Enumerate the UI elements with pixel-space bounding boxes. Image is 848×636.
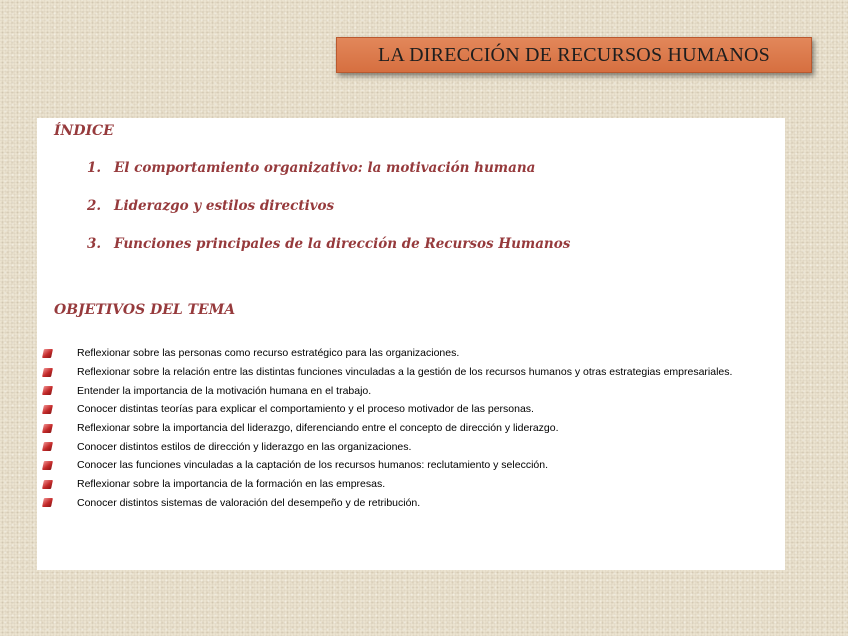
objective-text: Reflexionar sobre la importancia del liderazgo, diferenciando entre el concepto de dirección y liderazgo.	[77, 422, 559, 435]
list-item	[43, 363, 732, 382]
list-item	[43, 437, 732, 456]
objectives-heading: OBJETIVOS DEL TEMA	[54, 302, 236, 318]
objective-text: Conocer las funciones vinculadas a la captación de los recursos humanos: reclutamiento y selección.	[77, 459, 549, 472]
red-arrow-bullet-icon	[42, 368, 53, 377]
red-arrow-bullet-icon	[42, 498, 53, 507]
red-arrow-bullet-icon	[42, 461, 53, 470]
red-arrow-bullet-icon	[42, 349, 53, 358]
slide-title: LA DIRECCIÓN DE RECURSOS HUMANOS	[378, 43, 770, 66]
index-item-number: 1.	[87, 160, 102, 176]
red-arrow-bullet-icon	[42, 480, 53, 489]
red-arrow-bullet-icon	[42, 424, 53, 433]
index-item-number: 3.	[87, 236, 102, 252]
list-item	[43, 456, 732, 475]
index-item-text: Funciones principales de la dirección de Recursos Humanos	[114, 236, 571, 252]
red-arrow-bullet-icon	[42, 442, 53, 451]
index-heading: ÍNDICE	[54, 123, 114, 139]
objective-text: Conocer distintas teorías para explicar el comportamiento y el proceso motivador de las personas.	[77, 403, 534, 416]
list-item	[43, 475, 732, 494]
index-item-3	[87, 236, 570, 274]
red-arrow-bullet-icon	[42, 386, 53, 395]
list-item	[43, 344, 732, 363]
list-item	[43, 400, 732, 419]
title-banner	[336, 37, 812, 73]
objective-text: Entender la importancia de la motivación humana en el trabajo.	[77, 384, 372, 397]
list-item	[43, 494, 732, 513]
index-item-text: Liderazgo y estilos directivos	[114, 198, 335, 214]
list-item	[43, 381, 732, 400]
index-list	[87, 160, 570, 274]
objective-text: Conocer distintos estilos de dirección y liderazgo en las organizaciones.	[77, 440, 412, 453]
objective-text: Reflexionar sobre la relación entre las distintas funciones vinculadas a la gestión de los recursos humanos y otras estrategias empresariales.	[77, 366, 733, 379]
index-item-number: 2.	[87, 198, 102, 214]
objectives-list	[43, 344, 732, 512]
content-panel	[37, 118, 785, 570]
objective-text: Reflexionar sobre la importancia de la formación en las empresas.	[77, 478, 386, 491]
red-arrow-bullet-icon	[42, 405, 53, 414]
objective-text: Reflexionar sobre las personas como recurso estratégico para las organizaciones.	[77, 347, 460, 360]
index-item-2	[87, 198, 570, 236]
list-item	[43, 419, 732, 438]
index-item-1	[87, 160, 570, 198]
index-item-text: El comportamiento organizativo: la motivación humana	[114, 160, 536, 176]
objective-text: Conocer distintos sistemas de valoración del desempeño y de retribución.	[77, 496, 421, 509]
